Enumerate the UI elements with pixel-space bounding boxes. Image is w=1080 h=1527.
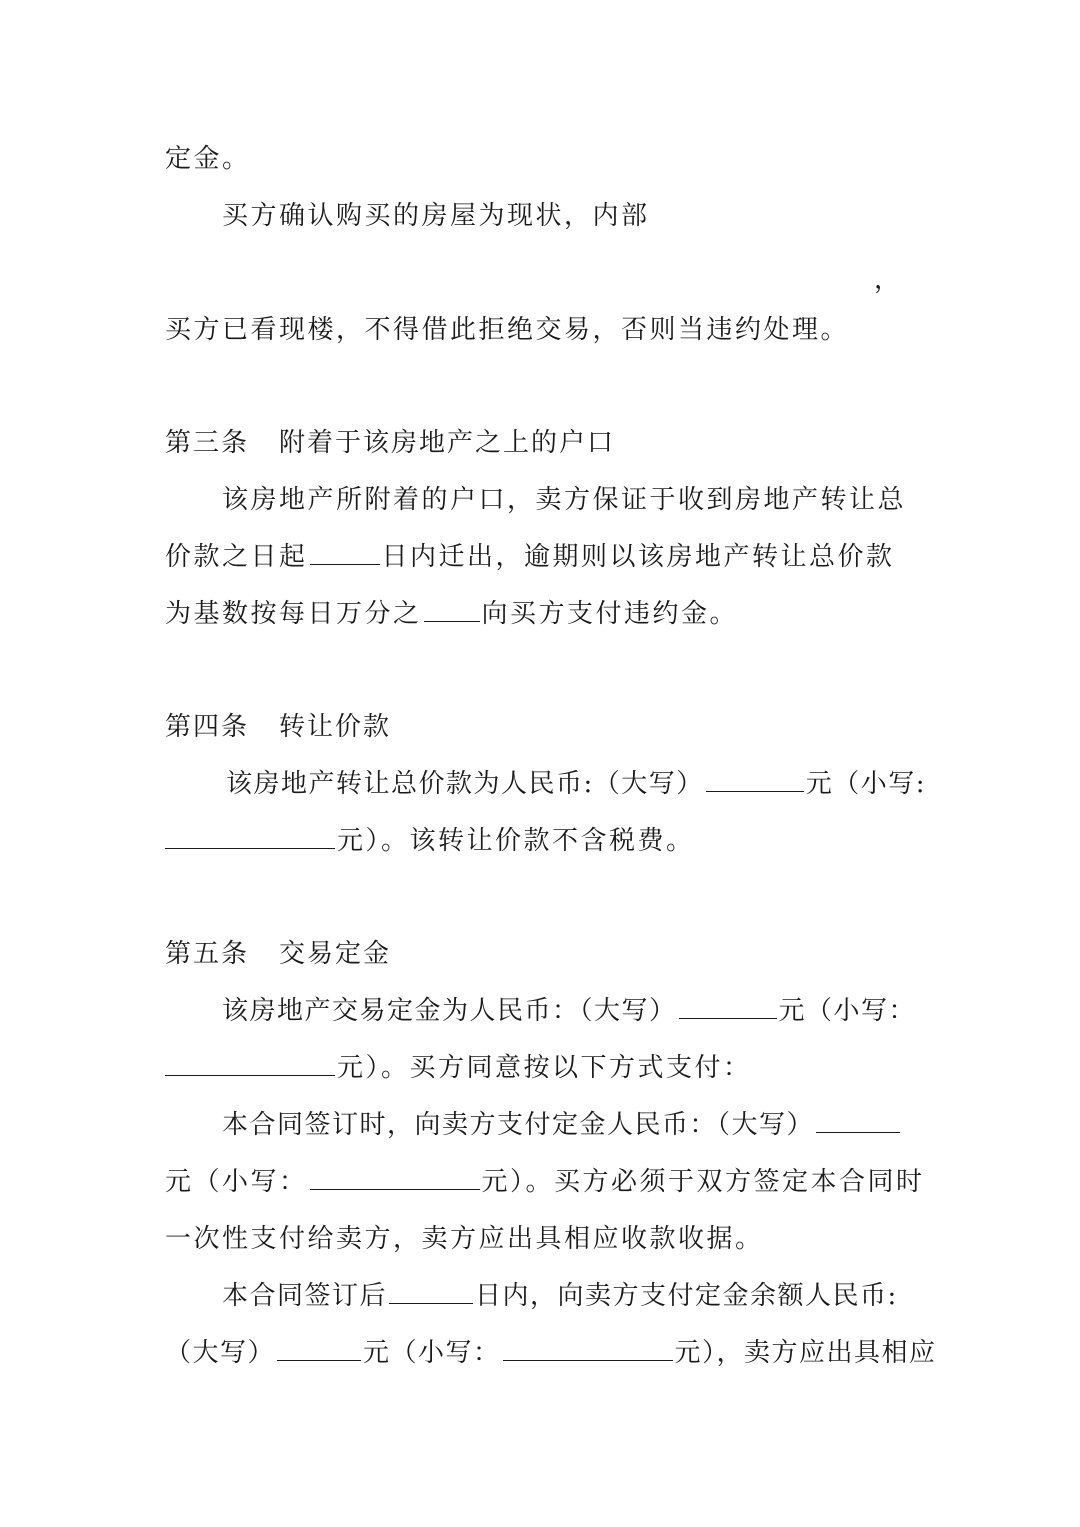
text-segment: 向买方支付违约金。 (481, 599, 739, 629)
text-line-total-price-digits (165, 823, 695, 859)
text-segment: 日内，向卖方支付定金余额人民币: (475, 1281, 898, 1311)
text-line-household (222, 482, 906, 518)
blank-sign-payment-words[interactable] (816, 1108, 900, 1133)
article-number: 第五条 (165, 939, 250, 969)
text-line-sign-payment (222, 1107, 902, 1143)
article-5-heading (165, 936, 391, 972)
text-line-deposit-end (165, 141, 251, 177)
article-title: 转让价款 (279, 712, 392, 742)
text-line-move-out-days (165, 539, 895, 575)
text-segment: 元），卖方应出具相应 (674, 1338, 937, 1368)
text-segment: 该房地产转让总价款为人民币:（大写） (226, 769, 704, 799)
blank-balance-words[interactable] (277, 1336, 361, 1361)
text-line-penalty-rate (165, 596, 738, 632)
article-title: 附着于该房地产之上的户口 (279, 428, 616, 458)
text-line-buyer-viewed (165, 312, 849, 348)
text-line-deposit-digits (165, 1050, 752, 1086)
text-segment: 价款之日起 (165, 542, 308, 572)
blank-move-out-days[interactable] (310, 540, 380, 565)
text-line-balance-amount (165, 1335, 937, 1371)
text-segment: 本合同签订时，向卖方支付定金人民币：（大写） (222, 1110, 815, 1140)
text-line-balance-days (222, 1278, 898, 1314)
blank-total-price-words[interactable] (706, 767, 804, 792)
text-segment: 日内迁出，逾期则以该房地产转让总价款 (381, 542, 895, 572)
article-number: 第四条 (165, 712, 250, 742)
article-4-heading (165, 709, 391, 745)
text-line-sign-payment-digits (165, 1164, 925, 1200)
text-segment: 该房地产交易定金为人民币：（大写） (222, 996, 677, 1026)
text-segment: 定金。 (165, 144, 251, 174)
text-segment: 元）。买方必须于双方签定本合同时 (481, 1167, 925, 1197)
text-segment: 买方已看现楼，不得借此拒绝交易，否则当违约处理。 (165, 315, 850, 345)
text-line-receipt (165, 1221, 764, 1257)
text-segment: 该房地产所附着的户口，卖方保证于收到房地产转让总 (222, 485, 907, 515)
text-segment: 元（小写: (805, 769, 927, 799)
blank-penalty-rate[interactable] (424, 597, 480, 622)
text-segment: 一次性支付给卖方，卖方应出具相应收款收据。 (165, 1224, 764, 1254)
text-segment: 元（小写： (363, 1338, 501, 1368)
blank-balance-digits[interactable] (503, 1336, 673, 1361)
text-segment: 买方确认购买的房屋为现状，内部 (222, 201, 650, 231)
text-segment: 元）。买方同意按以下方式支付： (337, 1053, 752, 1083)
text-segment: 为基数按每日万分之 (165, 599, 422, 629)
text-line-deposit-amount (222, 993, 916, 1029)
blank-deposit-words[interactable] (679, 994, 777, 1019)
article-number: 第三条 (165, 428, 250, 458)
text-segment: （大写） (165, 1338, 276, 1368)
blank-total-price-digits[interactable] (165, 824, 335, 849)
text-trailing-comma (874, 262, 900, 298)
blank-sign-payment-digits[interactable] (310, 1165, 480, 1190)
article-3-heading (165, 425, 615, 461)
text-segment: 本合同签订后 (222, 1281, 388, 1311)
text-line-total-price (226, 766, 926, 802)
blank-balance-days[interactable] (389, 1279, 473, 1304)
text-segment: 元）。该转让价款不含税费。 (337, 826, 695, 856)
text-segment: 元（小写： (165, 1167, 308, 1197)
blank-deposit-digits[interactable] (165, 1051, 335, 1076)
article-title: 交易定金 (279, 939, 392, 969)
text-line-buyer-confirm (222, 198, 650, 234)
text-segment: 元（小写： (778, 996, 917, 1026)
text-segment: ， (874, 265, 901, 295)
